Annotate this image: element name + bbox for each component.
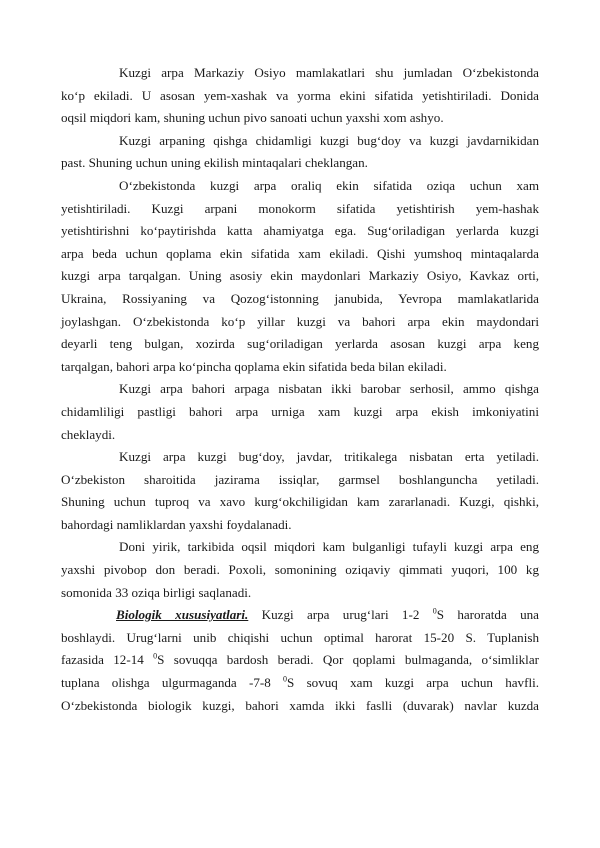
text-line: ko‘p ekiladi. U asosan yem-xashak va yorma ekini sifatida yetishtiriladi. Donida: [61, 87, 539, 103]
text-run: S sovuq xam kuzgi arpa uchun havfli.: [287, 675, 540, 691]
paragraph: [61, 175, 539, 378]
paragraph-biological-features: [61, 604, 539, 717]
text-line: chidamliligi pastligi bahori arpa urniga xam kuzgi arpa ekish imkoniyatini: [61, 403, 539, 419]
text-line: O‘zbekiston sharoitida jazirama issiqlar, garmsel boshlanguncha yetiladi.: [61, 471, 539, 487]
section-heading: Biologik xususiyatlari.: [116, 607, 249, 623]
paragraph: [61, 536, 539, 604]
text-line: Kuzgi arpa bahori arpaga nisbatan ikki barobar serhosil, ammo qishga: [119, 381, 539, 397]
paragraph: [61, 130, 539, 175]
text-line: joylashgan. O‘zbekistonda ko‘p yillar kuzgi va bahori arpa ekin maydondari: [61, 313, 539, 329]
text-line: Kuzgi arpaning qishga chidamligi kuzgi bug‘doy va kuzgi javdarnikidan: [119, 132, 539, 148]
text-line: boshlaydi. Urug‘larni unib chiqishi uchun optimal harorat 15-20 S. Tuplanish: [61, 629, 539, 645]
document-page: [61, 62, 539, 717]
text-line: cheklaydi.: [61, 426, 116, 442]
text-line: Ukraina, Rossiyaning va Qozog‘istonning janubida, Yevropa mamlakatlarida: [61, 290, 539, 306]
text-run: S haroratda una: [436, 607, 539, 623]
text-line: Kuzgi arpa kuzgi bug‘doy, javdar, tritikalega nisbatan erta yetiladi.: [119, 449, 539, 465]
superscript: 0: [283, 674, 288, 684]
text-line: deyarli teng bulgan, xozirda sug‘oriladigan yerlarda asosan kuzgi arpa keng: [61, 336, 539, 352]
text-line: oqsil miqdori kam, shuning uchun pivo sanoati uchun yaxshi xom ashyo.: [61, 110, 444, 126]
text-run: S sovuqqa bardosh beradi. Qor qoplami bulmaganda, o‘simliklar: [157, 652, 539, 668]
text-line: [61, 649, 539, 672]
text-line: Kuzgi arpa Markaziy Osiyo mamlakatlari shu jumladan O‘zbekistonda: [119, 65, 539, 80]
text-line: Shuning uchun tuproq va xavo kurg‘okchiligidan kam zararlanadi. Kuzgi, qishki,: [61, 494, 539, 510]
text-line: O‘zbekistonda kuzgi arpa oraliq ekin sifatida oziqa uchun xam: [119, 177, 539, 193]
text-run: fazasida 12-14: [61, 652, 144, 668]
paragraph: [61, 62, 539, 130]
text-line: kuzgi arpa tarqalgan. Uning asosiy ekin maydonlari Markaziy Osiyo, Kavkaz orti,: [61, 268, 539, 284]
paragraph: [61, 378, 539, 446]
text-line: bahordagi namliklardan yaxshi foydalanadi.: [61, 516, 292, 532]
text-line: tarqalgan, bahori arpa ko‘pincha qoplama ekin sifatida beda bilan ekiladi.: [61, 358, 447, 374]
text-line: yetishtiriladi. Kuzgi arpani monokorm sifatida yetishtirish yem-hashak: [61, 200, 539, 216]
text-line: yaxshi pivobop don beradi. Poxoli, somonining oziqaviy qimmati yuqori, 100 kg: [61, 562, 539, 578]
text-line: arpa beda uchun qoplama ekin sifatida xam ekiladi. Qishi yumshoq mintaqalarda: [61, 245, 539, 261]
text-run: Kuzgi arpa urug‘lari 1-2: [261, 607, 420, 623]
text-line: somonida 33 oziqa birligi saqlanadi.: [61, 584, 252, 600]
text-line: past. Shuning uchun uning ekilish mintaqalari cheklangan.: [61, 155, 368, 171]
superscript: 0: [432, 606, 437, 616]
text-line: O‘zbekistonda biologik kuzgi, bahori xamda ikki faslli (duvarak) navlar kuzda: [61, 697, 539, 713]
superscript: 0: [153, 652, 158, 662]
text-line: Doni yirik, tarkibida oqsil miqdori kam bulganligi tufayli kuzgi arpa eng: [119, 539, 539, 555]
paragraph: [61, 446, 539, 536]
text-line: [61, 604, 539, 627]
text-run: tuplana olishga ulgurmaganda -7-8: [61, 675, 271, 691]
text-line: [61, 672, 539, 695]
text-line: yetishtirishni ko‘paytirishda katta ahamiyatga ega. Sug‘oriladigan yerlarda kuzgi: [61, 223, 539, 239]
